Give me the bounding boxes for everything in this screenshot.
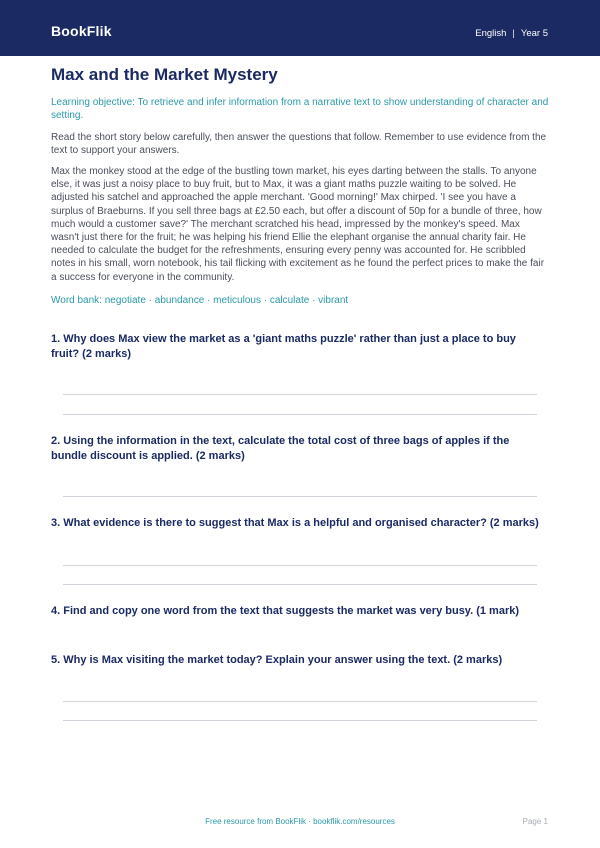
question-2 bbox=[51, 434, 541, 463]
question-text: 3. What evidence is there to suggest that Max is a helpful and organised character? (2 marks) bbox=[51, 517, 539, 529]
answer-line[interactable] bbox=[63, 394, 537, 395]
question-4 bbox=[51, 604, 541, 619]
answer-line[interactable] bbox=[63, 720, 537, 721]
question-3 bbox=[51, 516, 541, 531]
page-number: Page 1 bbox=[522, 817, 548, 826]
meta-separator: | bbox=[512, 28, 515, 39]
answer-line[interactable] bbox=[63, 701, 537, 702]
question-text: 5. Why is Max visiting the market today? Explain your answer using the text. (2 marks) bbox=[51, 654, 503, 666]
answer-line[interactable] bbox=[63, 565, 537, 566]
learning-objective: Learning objective: To retrieve and infer information from a narrative text to show understanding of character and setting. bbox=[51, 97, 549, 121]
footer-credit: Free resource from BookFlik · bookflik.com/resources bbox=[205, 817, 395, 826]
question-text: 4. Find and copy one word from the text that suggests the market was very busy. (1 mark) bbox=[51, 605, 520, 617]
worksheet-intro bbox=[51, 64, 550, 306]
answer-line[interactable] bbox=[63, 496, 537, 497]
question-1 bbox=[51, 332, 541, 361]
page-header bbox=[0, 0, 600, 56]
question-5 bbox=[51, 653, 541, 668]
word-bank: Word bank: negotiate · abundance · meticulous · calculate · vibrant bbox=[51, 294, 349, 306]
instructions-text: Read the short story below carefully, then answer the questions that follow. Remember to use evidence from the text to support your answers. bbox=[51, 132, 547, 156]
question-text: 1. Why does Max view the market as a 'giant maths puzzle' rather than just a place to buy fruit? (2 marks) bbox=[51, 333, 516, 360]
subject-year-label bbox=[475, 28, 548, 39]
year-label: Year 5 bbox=[520, 28, 548, 39]
answer-line[interactable] bbox=[63, 414, 537, 415]
subject-label: English bbox=[475, 28, 507, 39]
story-text: Max the monkey stood at the edge of the bustling town market, his eyes darting between the stalls. To anyone else, it was just a noisy place to buy fruit, but to Max, it was a giant maths puzzle waiting to be solved. He adjusted his satchel and approached the apple merchant. 'Good morning!' Max chirped. 'I see you have a surplus of Braeburns. If you sell three bags at £2.50 each, but offer a discount of 50p for a bundle of three, how much would a customer save?' The merchant scratched his head, impressed by the monkey's speed. Max wasn't just there for the fruit; he was helping his friend Ellie the elephant organise the annual charity fair. He needed to calculate the budget for the refreshments, ensuring every penny was accounted for. He scribbled notes in his small, worn notebook, his tail flicking with excitement as he found the perfect prices to make the fair a success for everyone in the community. bbox=[51, 166, 545, 283]
worksheet-title: Max and the Market Mystery bbox=[51, 65, 278, 84]
brand-logo-text: BookFlik bbox=[51, 23, 112, 39]
question-text: 2. Using the information in the text, calculate the total cost of three bags of apples if the bundle discount is applied. (2 marks) bbox=[51, 435, 510, 462]
answer-line[interactable] bbox=[63, 584, 537, 585]
